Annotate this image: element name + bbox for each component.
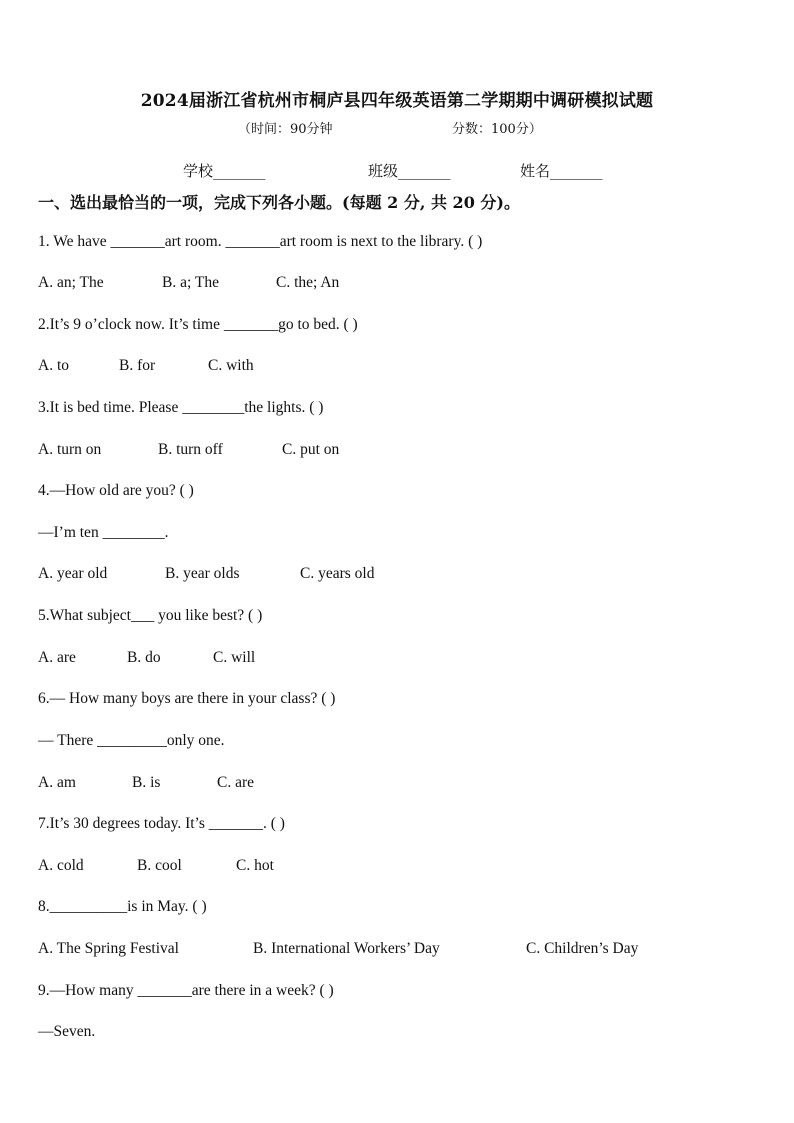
question-9-answer-line: —Seven. bbox=[38, 1023, 96, 1040]
section-1-heading: 一、选出最恰当的一项，完成下列各小题。(每题 2 分, 共 20 分)。 bbox=[38, 193, 520, 212]
exam-title: 2024届浙江省杭州市桐庐县四年级英语第二学期期中调研模拟试题 bbox=[140, 91, 654, 111]
option-b: B. year olds bbox=[165, 565, 240, 582]
option-a: A. year old bbox=[38, 565, 108, 582]
name-field: 姓名_______ bbox=[520, 162, 603, 180]
question-1: 1. We have _______art room. _______art room is next to the library. ( ) bbox=[38, 233, 483, 250]
question-7-options bbox=[38, 857, 274, 875]
question-7: 7.It’s 30 degrees today. It’s _______. ( ) bbox=[38, 815, 285, 832]
question-5: 5.What subject___ you like best? ( ) bbox=[38, 607, 263, 624]
option-c: C. hot bbox=[236, 857, 274, 874]
question-9: 9.—How many _______are there in a week? ( ) bbox=[38, 982, 334, 999]
option-b: B. a; The bbox=[162, 274, 219, 291]
option-b: B. for bbox=[119, 357, 156, 374]
question-3-options bbox=[38, 441, 339, 459]
question-2-options bbox=[38, 357, 254, 375]
option-c: C. years old bbox=[300, 565, 375, 582]
class-field: 班级_______ bbox=[368, 162, 451, 180]
option-c: C. the; An bbox=[276, 274, 340, 291]
option-b: B. cool bbox=[137, 857, 182, 874]
total-score: 分数：100分） bbox=[452, 122, 542, 137]
question-2: 2.It’s 9 o’clock now. It’s time _______go to bed. ( ) bbox=[38, 316, 358, 333]
option-c: C. with bbox=[208, 357, 254, 374]
question-6: 6.— How many boys are there in your class? ( ) bbox=[38, 690, 336, 707]
option-b: B. turn off bbox=[158, 441, 223, 458]
option-a: A. to bbox=[38, 357, 69, 374]
question-1-options bbox=[38, 274, 339, 292]
question-8: 8.__________is in May. ( ) bbox=[38, 898, 207, 915]
option-a: A. cold bbox=[38, 857, 84, 874]
option-c: C. are bbox=[217, 774, 255, 791]
option-a: A. an; The bbox=[38, 274, 104, 291]
question-4: 4.—How old are you? ( ) bbox=[38, 482, 194, 499]
question-6-answer-line: — There _________only one. bbox=[38, 732, 225, 749]
school-field: 学校_______ bbox=[183, 162, 266, 180]
question-6-options bbox=[38, 774, 254, 792]
option-c: C. will bbox=[213, 649, 256, 666]
question-4-answer-line: —I’m ten ________. bbox=[38, 524, 169, 541]
question-8-options bbox=[38, 940, 638, 958]
question-5-options bbox=[38, 649, 255, 667]
option-a: A. are bbox=[38, 649, 76, 666]
question-3: 3.It is bed time. Please ________the lights. ( ) bbox=[38, 399, 324, 416]
question-4-options bbox=[38, 565, 374, 583]
option-a: A. turn on bbox=[38, 441, 102, 458]
option-b: B. is bbox=[132, 774, 161, 791]
option-c: C. Children’s Day bbox=[526, 940, 639, 957]
option-b: B. do bbox=[127, 649, 161, 666]
option-c: C. put on bbox=[282, 441, 340, 458]
option-b: B. International Workers’ Day bbox=[253, 940, 440, 957]
time-limit: （时间：90分钟 bbox=[238, 122, 333, 137]
option-a: A. am bbox=[38, 774, 76, 791]
option-a: A. The Spring Festival bbox=[38, 940, 179, 957]
